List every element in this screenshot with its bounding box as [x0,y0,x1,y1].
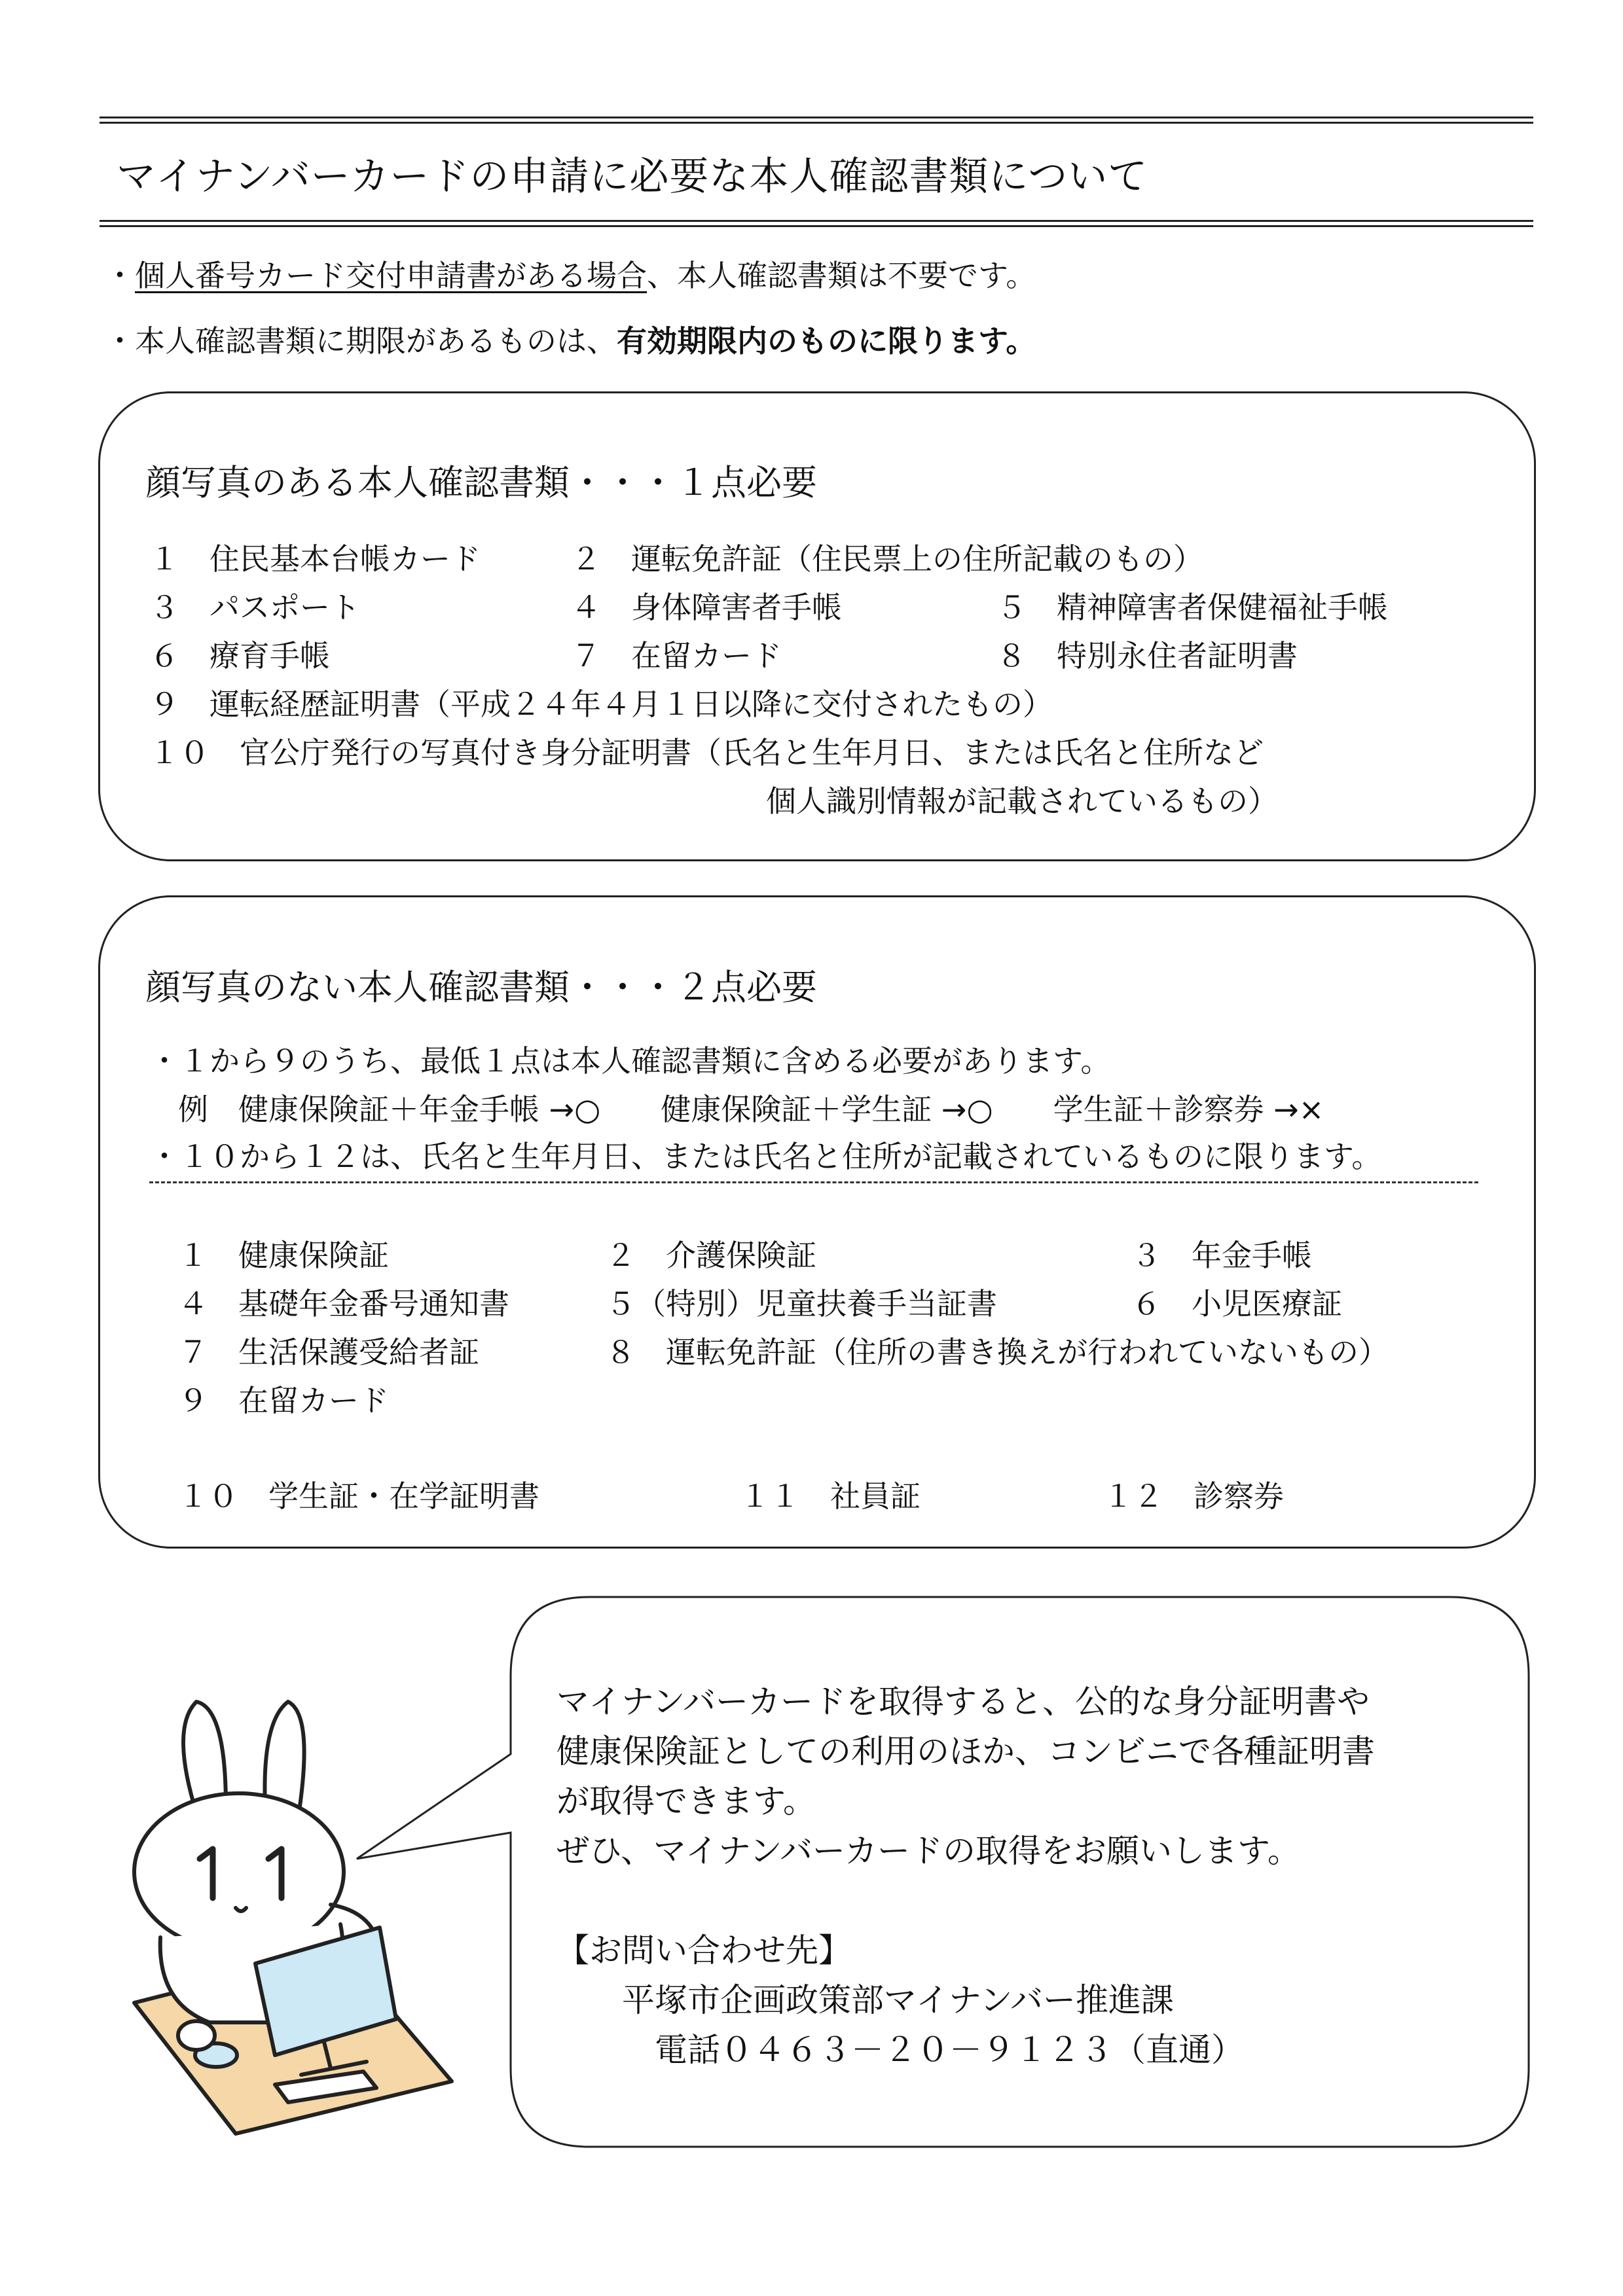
photo-item-5: ５ 精神障害者保健福祉手帳 [996,590,1388,625]
no-photo-box-title: 顔写真のない本人確認書類・・・２点必要 [145,967,817,1008]
page-title: マイナンバーカードの申請に必要な本人確認書類について [117,154,1148,200]
bubble-line-2: 健康保険証としての利用のほか、コンビニで各種証明書 [556,1732,1375,1770]
note-underlined-text: 個人番号カード交付申請書がある場合 [135,258,647,293]
no-photo-item-10: １０ 学生証・在学証明書 [178,1479,539,1514]
contact-heading: 【お問い合わせ先】 [556,1931,851,1969]
no-photo-item-2: ２ 介護保険証 [606,1238,816,1273]
photo-item-7: ７ 在留カード [571,638,782,673]
photo-item-2: ２ 運転免許証（住民票上の住所記載のもの） [571,541,1203,577]
photo-item-4: ４ 身体障害者手帳 [571,590,842,625]
mynumber-rabbit-mascot-icon [134,1702,452,2134]
no-photo-item-8: ８ 運転免許証（住所の書き換えが行われていないもの） [606,1335,1389,1370]
contact-department: 平塚市企画政策部マイナンバー推進課 [622,1981,1174,2019]
no-photo-item-6: ６ 小児医療証 [1131,1286,1342,1321]
no-photo-example: 例 健康保険証＋年金手帳 →○ 健康保険証＋学生証 →○ 学生証＋診察券 →× [178,1092,1324,1127]
photo-item-10: １０ 官公庁発行の写真付き身分証明書（氏名と生年月日、または氏名と住所など [149,735,1264,770]
bubble-line-3: が取得できます。 [556,1782,816,1820]
note-line-2-bold: 有効期限内のものに限ります。 [617,323,1036,359]
photo-item-9: ９ 運転経歴証明書（平成２４年４月１日以降に交付されたもの） [149,687,1053,722]
no-photo-item-11: １１ 社員証 [740,1479,921,1514]
bubble-line-1: マイナンバーカードを取得すると、公的な身分証明書や [556,1683,1370,1721]
no-photo-rule-2: ・１０から１２は、氏名と生年月日、または氏名と住所が記載されているものに限ります。 [149,1133,1478,1183]
photo-box-title: 顔写真のある本人確認書類・・・１点必要 [145,462,817,503]
no-photo-item-7: ７ 生活保護受給者証 [178,1335,479,1370]
note-bullet: ・ [105,258,135,293]
no-photo-item-5: ５（特別）児童扶養手当証書 [606,1286,997,1321]
note-line-2-start: ・本人確認書類に期限があるものは、 [105,323,617,359]
no-photo-rule-1: ・１から９のうち、最低１点は本人確認書類に含める必要があります。 [149,1043,1111,1079]
photo-item-8: ８ 特別永住者証明書 [996,638,1298,673]
photo-item-3: ３ パスポート [149,590,360,625]
no-photo-item-9: ９ 在留カード [178,1383,389,1418]
no-photo-item-4: ４ 基礎年金番号通知書 [178,1286,509,1321]
no-photo-item-12: １２ 診察券 [1103,1479,1284,1514]
photo-item-6: ６ 療育手帳 [149,638,330,673]
bubble-line-4: ぜひ、マイナンバーカードの取得をお願いします。 [556,1832,1300,1870]
photo-item-10-continued: 個人識別情報が記載されているもの） [766,783,1278,819]
no-photo-item-3: ３ 年金手帳 [1131,1238,1312,1273]
contact-phone: 電話０４６３－２０－９１２３（直通） [655,2031,1244,2069]
photo-item-1: １ 住民基本台帳カード [149,541,481,577]
note-line-1-rest: 、本人確認書類は不要です。 [647,258,1036,293]
no-photo-item-1: １ 健康保険証 [178,1238,389,1273]
